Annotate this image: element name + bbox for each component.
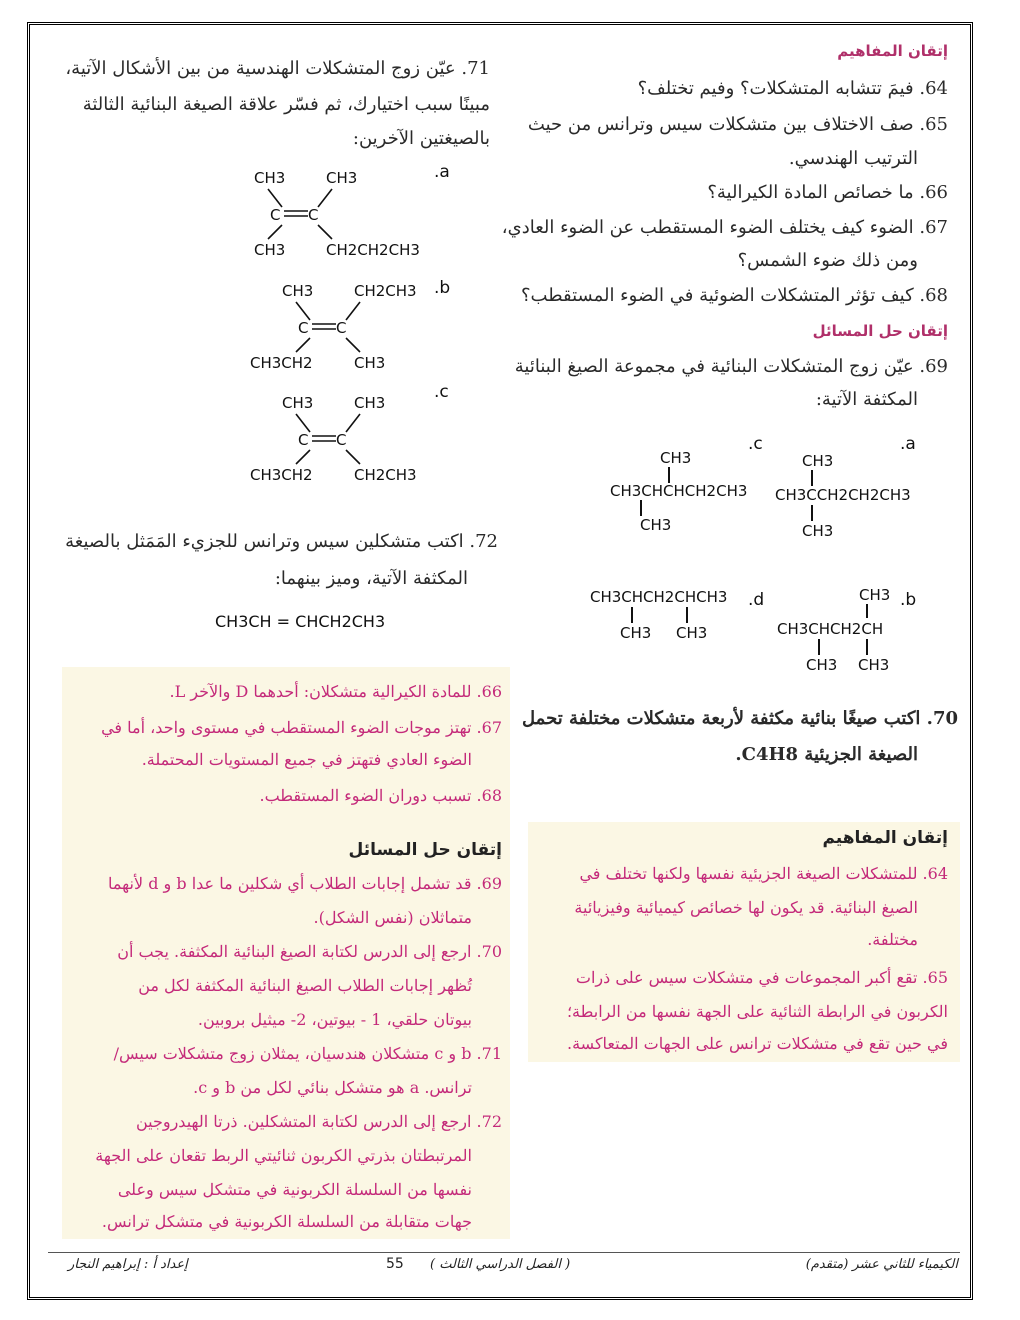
question-69-line2: المكثفة الآتية: — [815, 389, 918, 410]
q71-b-br: CH3 — [354, 354, 386, 372]
question-64: 64. فيمَ تتشابه المتشكلات؟ وفيم تختلف؟ — [637, 78, 948, 99]
answer-72-line4: جهات متقابلة من السلسلة الكربونية في متشكل ترانس. — [101, 1212, 472, 1231]
q71-c-tr: CH3 — [354, 394, 386, 412]
answer-65-line1: 65. تقع أكبر المجموعات في متشكلات سيس على ذرات — [575, 968, 948, 987]
q71-b-c1: C — [298, 319, 309, 337]
q71-label-b: .b — [434, 278, 451, 298]
heading-mastering-concepts: إتقان المفاهيم — [837, 42, 948, 60]
question-69-line1: 69. عيّن زوج المتشكلات البنائية في مجموعة الصيغ البنائية — [514, 356, 948, 377]
q69-d-bottom-right: CH3 — [676, 624, 708, 642]
answer-72-line2: المرتبطتان بذرتي الكربون ثنائيتي الربط تقعان على الجهة — [95, 1146, 472, 1165]
answer-71-line1: 71. b و c متشكلان هندسيان، يمثلان زوج متشكلات سيس/ — [113, 1044, 502, 1063]
q69-label-b: .b — [900, 590, 917, 610]
answer-67-line1: 67. تهتز موجات الضوء المستقطب في مستوى واحد، أما في — [101, 718, 502, 737]
answer-70-line3: بيوتان حلقي، 1 - بيوتين، 2- ميثيل بروبين. — [197, 1010, 472, 1029]
q69-label-a: .a — [900, 434, 916, 454]
question-72-line1: 72. اكتب متشكلين سيس وترانس للجزيء المَمَثل بالصيغة — [65, 531, 498, 552]
q69-d-bond-down-left — [631, 607, 633, 623]
question-66: 66. ما خصائص المادة الكيرالية؟ — [707, 182, 948, 203]
answer-64-line3: مختلفة. — [867, 930, 918, 949]
footer-author: إعداد أ : إبراهيم النجار — [68, 1257, 188, 1272]
q69-b-bottom-left: CH3 — [806, 656, 838, 674]
q71-b-bl: CH3CH2 — [250, 354, 313, 372]
q71-c-bl: CH3CH2 — [250, 466, 313, 484]
q69-b-bond-down-left — [818, 639, 820, 655]
q69-a-main: CH3CCH2CH2CH3 — [775, 486, 911, 504]
q69-c-main: CH3CHCHCH2CH3 — [610, 482, 748, 500]
answer-67-line2: الضوء العادي فتهتز في جميع المستويات المحتملة. — [141, 750, 472, 769]
q72-formula: CH3CH = CHCH2CH3 — [215, 612, 386, 631]
question-72-line2: المكثفة الآتية، وميز بينهما: — [274, 568, 468, 589]
question-67-line1: 67. الضوء كيف يختلف الضوء المستقطب عن الضوء العادي، — [501, 217, 948, 238]
q69-b-bond-up — [866, 604, 868, 618]
q69-d-main: CH3CHCH2CHCH3 — [590, 588, 728, 606]
footer-subject: الكيمياء للثاني عشر (متقدم) — [805, 1257, 958, 1272]
question-71-line2: مبينًا سبب اختيارك، ثم فسّر علاقة الصيغة البنائية الثالثة — [82, 94, 490, 115]
question-70-line1: 70. اكتب صيغًا بنائية مكثفة لأربعة متشكلات مختلفة تحمل — [522, 708, 958, 729]
q71-b-c2: C — [336, 319, 347, 337]
answer-70-line2: تُظهر إجابات الطلاب الصيغ البنائية المكثفة لكل من — [138, 976, 472, 995]
q71-structure-a — [240, 165, 440, 265]
question-68: 68. كيف تؤثر المتشكلات الضوئية في الضوء المستقطب؟ — [520, 285, 948, 306]
q69-d-bond-down-right — [686, 607, 688, 623]
q71-a-tr: CH3 — [326, 169, 358, 187]
q69-c-top: CH3 — [660, 449, 692, 467]
question-67-line2: ومن ذلك ضوء الشمس؟ — [737, 250, 918, 271]
q69-label-d: .d — [748, 590, 765, 610]
answers-heading-problems: إتقان حل المسائل — [348, 840, 502, 860]
q71-label-a: .a — [434, 162, 450, 182]
q69-b-bottom-right: CH3 — [858, 656, 890, 674]
answer-69-line1: 69. قد تشمل إجابات الطلاب أي شكلين ما عدا b و d لأنهما — [108, 874, 502, 893]
q69-c-bottom: CH3 — [640, 516, 672, 534]
q71-c-c1: C — [298, 431, 309, 449]
q69-d-bottom-left: CH3 — [620, 624, 652, 642]
question-71-line1: 71. عيّن زوج المتشكلات الهندسية من بين الأشكال الآتية، — [65, 58, 490, 79]
answer-68: 68. تسبب دوران الضوء المستقطب. — [259, 786, 502, 805]
q69-a-top: CH3 — [802, 452, 834, 470]
q69-label-c: .c — [748, 434, 763, 454]
question-71-line3: بالصيغتين الآخرين: — [352, 128, 490, 149]
q71-a-br: CH2CH2CH3 — [326, 241, 420, 259]
answer-65-line3: في حين تقع في متشكلات ترانس على الجهات المتعاكسة. — [567, 1034, 948, 1053]
footer-divider — [48, 1252, 960, 1253]
answer-64-line2: الصيغ البنائية. قد يكون لها خصائص كيميائية وفيزيائية — [574, 898, 918, 917]
q71-label-c: .c — [434, 382, 449, 402]
q69-a-bond-down — [811, 505, 813, 521]
question-70-line2: الصيغة الجزيئية C4H8. — [735, 744, 918, 765]
q71-c-br: CH2CH3 — [354, 466, 417, 484]
question-65-line2: الترتيب الهندسي. — [788, 148, 918, 169]
footer-term: ( الفصل الدراسي الثالث ) — [430, 1257, 571, 1272]
q71-a-tl: CH3 — [254, 169, 286, 187]
question-65-line1: 65. صف الاختلاف بين متشكلات سيس وترانس من حيث — [527, 114, 948, 135]
answer-71-line2: ترانس. a هو متشكل بنائي لكل من b و c. — [193, 1078, 472, 1097]
answer-69-line2: متماثلان (نفس الشكل). — [313, 908, 472, 927]
q71-b-tl: CH3 — [282, 282, 314, 300]
q69-b-top: CH3 — [859, 586, 891, 604]
q69-a-bond-up — [811, 470, 813, 486]
q69-a-bottom: CH3 — [802, 522, 834, 540]
q71-a-c1: C — [270, 206, 281, 224]
q71-c-tl: CH3 — [282, 394, 314, 412]
answers-heading-concepts: إتقان المفاهيم — [822, 828, 948, 848]
heading-mastering-problems: إتقان حل المسائل — [812, 322, 948, 340]
answer-65-line2: الكربون في الرابطة الثنائية على الجهة نفسها من الرابطة؛ — [566, 1002, 948, 1021]
footer-page-number: 55 — [386, 1256, 404, 1272]
q71-c-c2: C — [336, 431, 347, 449]
answer-70-line1: 70. ارجع إلى الدرس لكتابة الصيغ البنائية المكثفة. يجب أن — [117, 942, 502, 961]
q69-b-main: CH3CHCH2CH — [777, 620, 884, 638]
q71-b-tr: CH2CH3 — [354, 282, 417, 300]
q71-structure-b — [240, 278, 440, 378]
answer-72-line1: 72. ارجع إلى الدرس لكتابة المتشكلين. ذرتا الهيدروجين — [135, 1112, 502, 1131]
q71-a-c2: C — [308, 206, 319, 224]
q69-c-bond-down — [640, 500, 642, 516]
q71-structure-c — [240, 390, 440, 490]
answer-72-line3: نفسها من السلسلة الكربونية في متشكل سيس وعلى — [117, 1180, 472, 1199]
q69-b-bond-down-right — [866, 639, 868, 655]
answer-64-line1: 64. للمتشكلات الصيغة الجزيئية نفسها ولكنها تختلف في — [579, 864, 948, 883]
answer-66: 66. للمادة الكيرالية متشكلان: أحدهما D والآخر L. — [169, 682, 502, 701]
q69-c-bond-up — [668, 467, 670, 483]
q71-a-bl: CH3 — [254, 241, 286, 259]
